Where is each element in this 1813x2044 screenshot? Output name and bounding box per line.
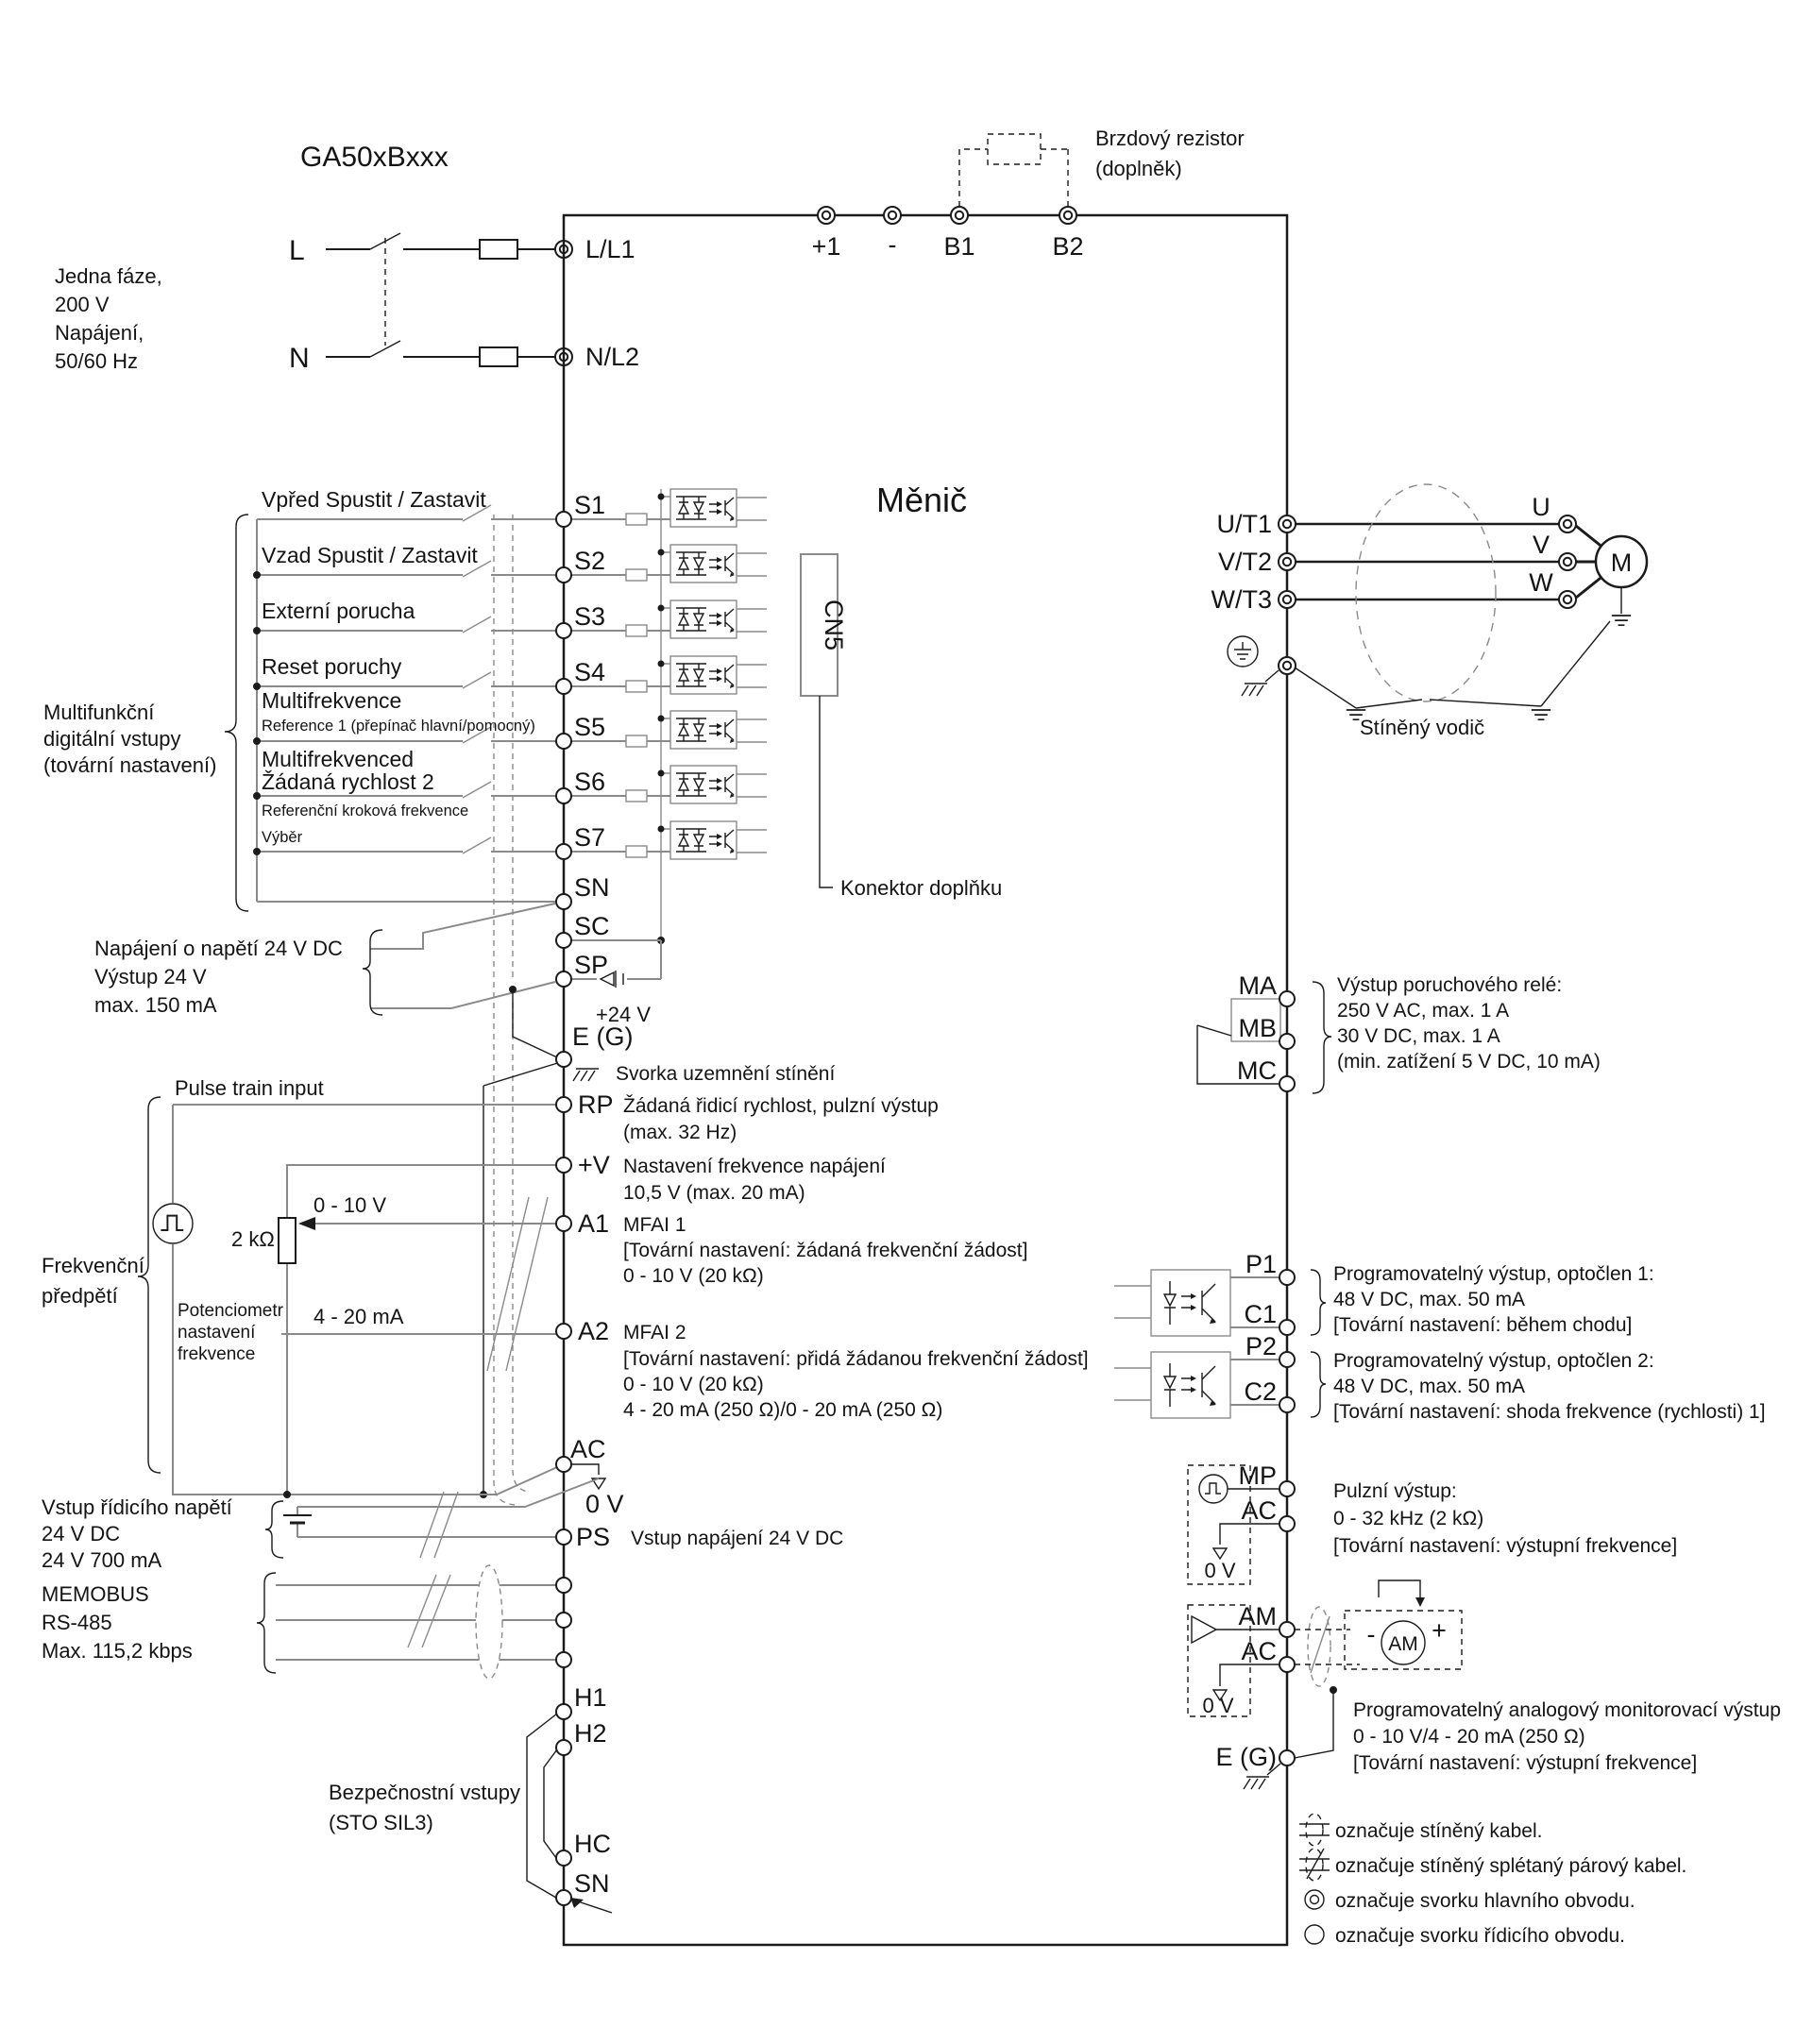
memobus-wires [276,1585,556,1660]
terminal-ps [556,1529,571,1545]
terminal-s4 [556,679,571,694]
terminal-mp-label: MP [1238,1461,1277,1490]
fault-relay [1197,971,1601,1093]
pv-desc-1: Nastavení frekvence napájení [623,1156,886,1177]
supply24-label-2: Výstup 24 V [94,965,207,988]
ac-0v-stub [570,1464,599,1475]
pot-note-1: Potenciometr [178,1301,283,1321]
phase-n-label: N [289,343,310,374]
opto-isolator-s6-icon [670,766,737,803]
terminal-b2 [1059,207,1076,224]
dc-bus [812,127,1245,261]
shield-drain-wires [483,989,564,1495]
legend-text-2: označuje stíněný splétaný párový kabel. [1335,1855,1687,1877]
terminal-h1-label: H1 [574,1683,607,1712]
terminal-ps-label: PS [576,1523,611,1551]
terminal-s7-label: S7 [574,823,606,852]
freqref-label-1: Frekvenční [42,1254,144,1277]
terminal-memobus-3 [556,1652,571,1667]
terminal-eg-label: E (G) [572,1022,634,1051]
mains-note-3: Napájení, [55,321,144,345]
terminal-u-t1 [1279,515,1296,532]
wiper-arrow-icon [298,1217,315,1230]
terminal-eg2 [1279,1750,1295,1765]
opto-isolator-s3-icon [670,600,737,638]
opto1-desc-3: [Tovární nastavení: během chodu] [1333,1314,1633,1336]
terminal-sn2-label: SN [574,1869,610,1898]
terminal-sc [556,933,571,948]
terminal-s3 [556,623,571,638]
terminal-a2-label: A2 [578,1317,610,1345]
terminal-s7 [556,844,571,859]
fuse-l [480,240,517,259]
terminal-am [1279,1622,1295,1637]
opto-isolator-s2-icon [670,545,737,583]
terminal-a2 [556,1324,571,1339]
ps-group-3: 24 V 700 mA [42,1548,162,1572]
terminal-plus1-label: +1 [811,232,841,261]
terminal-plus1 [818,207,835,224]
twisted-pair-marks [420,1492,458,1558]
shield-ground-note: Svorka uzemnění stínění [616,1063,836,1085]
relay-desc-1: Výstup poruchového relé: [1337,974,1563,996]
terminal-hc [556,1850,571,1866]
ground-icon [1244,1777,1269,1789]
terminal-w-t3 [1279,591,1296,608]
legend-text-1: označuje stíněný kabel. [1335,1820,1543,1842]
relay-brace [1313,982,1331,1093]
ps-brace [265,1501,283,1558]
legend [1299,1814,1686,1947]
legend-shielded-cable-icon [1299,1814,1330,1846]
meter-arrow-icon [1415,1597,1425,1607]
supply24-label-1: Napájení o napětí 24 V DC [94,937,343,960]
cn5-line [820,696,833,887]
opto-outputs [1114,1250,1766,1423]
terminal-memobus-1 [556,1578,571,1593]
terminal-s6-label: S6 [574,768,606,796]
terminal-eg [556,1052,571,1067]
pot-value: 2 kΩ [231,1227,275,1251]
opto1-desc-1: Programovatelný výstup, optočlen 1: [1333,1263,1654,1285]
a1-desc-1: MFAI 1 [623,1214,686,1236]
digital-group-label-1: Multifunkční [43,701,155,724]
terminal-p2-label: P2 [1245,1332,1277,1360]
a2-desc-2: [Tovární nastavení: přidá žádanou frekvenční žádost] [623,1348,1089,1370]
terminal-c2 [1279,1397,1295,1412]
opto-isolator-s1-icon [670,489,737,527]
terminal-mc-label: MC [1237,1056,1277,1085]
mains-wires [326,233,557,366]
terminal-sp-label: SP [574,951,609,979]
relay-desc-3: 30 V DC, max. 1 A [1337,1025,1500,1047]
meter-minus: - [1366,1620,1376,1648]
a2-desc-3: 0 - 10 V (20 kΩ) [623,1374,764,1395]
terminal-eg2-label: E (G) [1215,1743,1277,1771]
cn5-label: CN5 [820,599,848,651]
terminal-ground [1279,657,1296,674]
opto1-desc-2: 48 V DC, max. 50 mA [1333,1289,1526,1310]
a1-desc-2: [Tovární nastavení: žádaná frekvenční žádost] [623,1240,1028,1261]
amon-desc-1: Programovatelný analogový monitorovací výstup [1353,1699,1781,1721]
terminal-n-l2-label: N/L2 [585,343,640,371]
opto-isolator-s5-icon [670,711,737,749]
a2-desc-1: MFAI 2 [623,1322,686,1343]
motor-u-label: U [1532,493,1550,521]
s3-function: Externí porucha [262,599,415,623]
legend-text-3: označuje svorku hlavního obvodu. [1335,1890,1635,1912]
terminal-h2 [556,1740,571,1755]
s4-function: Reset poruchy [262,654,402,679]
motor-terminal-w [1559,591,1576,608]
terminal-u-t1-label: U/T1 [1216,510,1272,538]
memobus-brace [257,1573,276,1673]
mains-input [55,142,639,374]
digital-group-label-3: (tovární nastavení) [43,753,217,777]
terminal-c1 [1279,1320,1295,1335]
ground-icon [1532,710,1550,719]
mains-note-2: 200 V [55,293,110,316]
pulse-source-icon [1199,1475,1228,1503]
memobus [42,1565,571,1679]
terminal-memobus-2 [556,1613,571,1628]
pulse-output [1188,1461,1677,1584]
terminal-rp-label: RP [578,1090,614,1119]
terminal-am-ac [1279,1657,1295,1672]
motor-w-label: W [1529,568,1553,597]
shielded-wire-label: Stíněný vodič [1360,716,1485,739]
rp-desc-2: (max. 32 Hz) [623,1122,737,1143]
terminal-ac-label: AC [570,1435,606,1463]
zero-volt-arrow-icon [1213,1548,1227,1559]
meter-label: AM [1388,1633,1418,1655]
pulseout-0v-label: 0 V [1204,1559,1236,1582]
s7-function-sub1: Referenční kroková frekvence [262,802,469,819]
brake-resistor-symbol [988,134,1041,164]
supply24-brace [363,930,382,1015]
s7-function-sub2: Výběr [262,829,303,846]
memobus-label-1: MEMOBUS [42,1582,149,1606]
terminal-w-t3-label: W/T3 [1211,585,1272,614]
opto2-desc-1: Programovatelný výstup, optočlen 2: [1333,1350,1654,1372]
cn5-block [801,554,1002,900]
terminal-mc [1279,1076,1295,1091]
motor-terminal-v [1559,553,1576,570]
pulseout-desc-3: [Tovární nastavení: výstupní frekvence] [1333,1535,1678,1557]
terminal-p1-label: P1 [1245,1250,1277,1278]
s1-function: Vpřed Spustit / Zastavit [262,487,486,512]
range-4-20ma: 4 - 20 mA [313,1305,404,1328]
terminal-hc-label: HC [574,1830,611,1858]
terminal-minus [884,207,901,224]
terminal-sc-label: SC [574,912,610,940]
plus24v-label: +24 V [595,1003,652,1026]
legend-text-4: označuje svorku řídicího obvodu. [1335,1925,1626,1947]
terminal-sn [556,894,571,909]
ps-desc: Vstup napájení 24 V DC [631,1528,844,1549]
ps-wires [297,1478,599,1537]
frequency-reference [42,1076,557,1498]
terminal-s3-label: S3 [574,602,606,631]
pulseout-desc-1: Pulzní výstup: [1333,1480,1457,1502]
analog-terminals [556,1090,1089,1518]
ground-icon [1612,616,1631,625]
s6-function: Multifrekvenced [262,747,415,771]
terminal-s5-label: S5 [574,713,606,741]
opto-output-1-icon [1151,1270,1230,1336]
range-0-10v: 0 - 10 V [313,1193,387,1217]
terminal-sn-label: SN [574,873,610,902]
opto-isolator-s7-icon [670,821,737,859]
terminal-pv [556,1157,571,1173]
terminal-p2 [1279,1352,1295,1367]
relay-desc-4: (min. zatížení 5 V DC, 10 mA) [1337,1051,1601,1073]
opto2-desc-3: [Tovární nastavení: shoda frekvence (rychlosti) 1] [1333,1401,1766,1423]
brake-resistor-label-1: Brzdový rezistor [1095,127,1245,150]
mains-note-1: Jedna fáze, [55,264,162,288]
phase-l-label: L [289,235,305,266]
cn5-note: Konektor doplňku [840,876,1003,900]
a2-desc-4: 4 - 20 mA (250 Ω)/0 - 20 mA (250 Ω) [623,1399,943,1421]
terminal-am-label: AM [1238,1602,1277,1630]
terminal-mp [1279,1481,1295,1496]
rp-desc-1: Žádaná řidicí rychlost, pulzní výstup [623,1095,939,1117]
terminal-mp-ac-label: AC [1241,1496,1277,1525]
pulse-source-icon [153,1204,193,1243]
terminal-minus-label: - [888,230,897,259]
freqref-brace [138,1097,161,1473]
terminal-b1-label: B1 [943,232,975,261]
terminal-am-ac-label: AC [1241,1637,1277,1665]
safety-label-2: (STO SIL3) [329,1811,433,1834]
motor-v-label: V [1532,531,1550,559]
pot-note-2: nastavení [178,1323,256,1343]
control-cable-shield [494,515,529,1505]
potentiometer-icon [279,1218,296,1263]
ground-icon [573,1069,599,1081]
s5-function: Multifrekvence [262,688,402,713]
amplifier-icon [1192,1616,1216,1643]
ground-icon [1242,684,1267,696]
terminal-pv-label: +V [578,1151,610,1179]
pot-note-3: frekvence [178,1344,256,1364]
terminal-h1 [556,1704,571,1719]
s2-function: Vzad Spustit / Zastavit [262,543,478,567]
digital-group-label-2: digitální vstupy [43,727,181,751]
terminal-ac [556,1457,571,1472]
relay-desc-2: 250 V AC, max. 1 A [1337,1000,1510,1022]
ps-group-1: Vstup řídicího napětí [42,1495,232,1519]
terminal-v-t2 [1279,553,1296,570]
terminal-a1-label: A1 [578,1209,610,1238]
safety-inputs [329,1683,612,1913]
ac-0v-label: 0 V [585,1490,624,1518]
terminal-c1-label: C1 [1244,1300,1277,1328]
terminal-s4-label: S4 [574,658,606,686]
terminal-s1 [556,512,571,527]
terminal-b1 [951,207,968,224]
terminal-s1-label: S1 [574,491,606,519]
analog-monitor [1188,1580,1781,1789]
safety-jumpers [527,1714,557,1898]
drive-title: Měnič [876,481,968,519]
supply24-label-3: max. 150 mA [94,993,217,1017]
terminal-mb-label: MB [1238,1014,1277,1042]
terminal-sn2 [556,1890,571,1905]
terminal-p1 [1279,1270,1295,1285]
legend-twisted-pair-icon [1299,1849,1330,1881]
terminal-v-t2-label: V/T2 [1217,548,1272,576]
terminal-a1 [556,1216,571,1231]
memobus-label-3: Max. 115,2 kbps [42,1639,193,1663]
ps-group-2: 24 V DC [42,1522,121,1546]
s5-function-sub: Reference 1 (přepínač hlavní/pomocný) [262,718,535,735]
s6-function-2: Žádaná rychlost 2 [262,769,434,794]
cable-shield-icon [1356,484,1496,701]
terminal-mb [1279,1034,1295,1049]
terminal-l-l1-label: L/L1 [585,235,635,263]
amon-desc-3: [Tovární nastavení: výstupní frekvence] [1353,1752,1698,1774]
terminal-mp-ac [1279,1516,1295,1531]
terminal-rp [556,1097,571,1112]
pv-desc-2: 10,5 V (max. 20 mA) [623,1182,805,1204]
protective-earth-icon [1228,636,1258,667]
fuse-n [480,347,517,366]
brake-resistor-label-2: (doplněk) [1095,157,1182,180]
terminal-sp [556,971,571,987]
terminal-ma [1279,991,1295,1006]
opto-output-2-icon [1151,1352,1230,1418]
terminal-s6 [556,788,571,803]
memobus-label-2: RS-485 [42,1611,112,1634]
terminal-s2-label: S2 [574,547,606,575]
terminal-h2-label: H2 [574,1719,607,1748]
motor-label: M [1610,549,1633,577]
motor-terminal-u [1559,515,1576,532]
pulseout-desc-2: 0 - 32 kHz (2 kΩ) [1333,1508,1484,1529]
terminal-c2-label: C2 [1244,1377,1277,1406]
legend-control-terminal-icon [1305,1925,1324,1944]
pulse-train-label: Pulse train input [175,1076,324,1100]
amon-0v-label: 0 V [1202,1694,1234,1717]
memobus-shield-icon [476,1565,502,1679]
opto-isolator-s4-icon [670,656,737,694]
opto2-desc-2: 48 V DC, max. 50 mA [1333,1376,1526,1397]
a1-desc-3: 0 - 10 V (20 kΩ) [623,1265,764,1287]
freqref-label-2: předpětí [42,1284,118,1308]
motor-output [1211,484,1648,739]
terminal-ma-label: MA [1238,971,1277,1000]
terminal-s5 [556,734,571,749]
meter-plus: + [1432,1616,1447,1645]
pulse-wires [173,1105,557,1495]
terminal-s2 [556,567,571,583]
supply24-wires [370,904,555,1008]
digital-group-brace [225,515,248,911]
shield-ground-wires [1295,621,1610,708]
control-supply [42,1478,843,1572]
mains-note-4: 50/60 Hz [55,349,139,373]
model-label: GA50xBxxx [300,142,449,173]
terminal-b2-label: B2 [1052,232,1084,261]
amon-desc-2: 0 - 10 V/4 - 20 mA (250 Ω) [1353,1726,1585,1748]
safety-label-1: Bezpečnostní vstupy [329,1781,521,1804]
legend-main-terminal-icon [1305,1890,1324,1909]
